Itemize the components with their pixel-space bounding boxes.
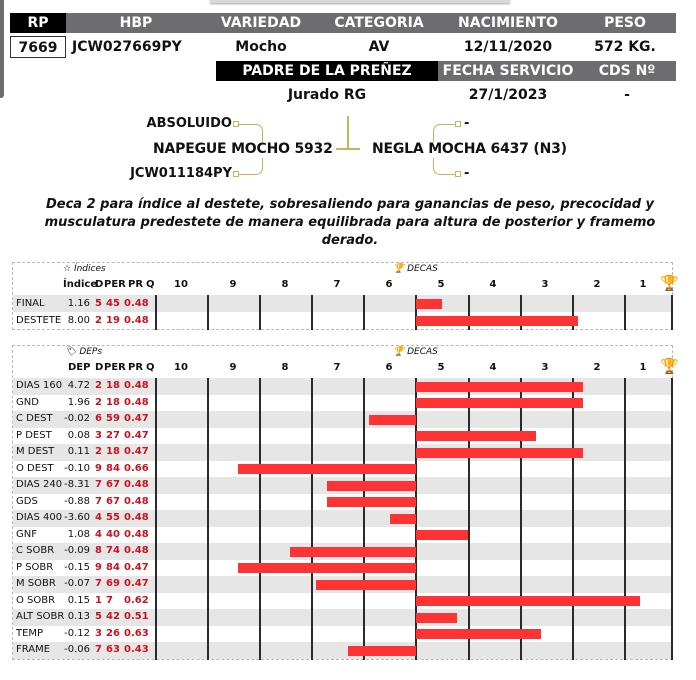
row-value: 1.16	[67, 298, 90, 309]
row-deca: 7	[95, 644, 102, 655]
deca-tick: 3	[541, 279, 549, 290]
row-pr: 0.48	[124, 380, 149, 391]
row-deca: 3	[95, 628, 102, 639]
row-pr: 0.47	[124, 578, 149, 589]
value-variedad: Mocho	[235, 39, 287, 55]
bar-dias-160	[416, 382, 583, 392]
row-value: 1.08	[67, 529, 90, 540]
deca-tick: 7	[333, 279, 341, 290]
bar-frame	[348, 646, 416, 656]
row-deca: 2	[95, 315, 102, 326]
row-pr: 0.48	[124, 479, 149, 490]
deca-tick: 7	[333, 362, 341, 373]
row-label: DESTETE	[16, 315, 62, 326]
row-pr: 0.48	[124, 315, 149, 326]
row-value: -8.31	[64, 479, 90, 490]
row-per: 40	[106, 529, 120, 540]
deca-tick: 10	[174, 279, 188, 290]
header-peso: PESO	[604, 15, 646, 31]
deca-tick: 9	[229, 362, 237, 373]
grid-line	[624, 295, 626, 330]
row-deca: 9	[95, 562, 102, 573]
row-per: 26	[106, 628, 120, 639]
row-per: 7	[106, 595, 113, 606]
row-value: -0.06	[64, 644, 90, 655]
pedigree-dam-dam: -	[464, 166, 470, 181]
grid-line	[311, 378, 313, 660]
row-pr: 0.43	[124, 644, 149, 655]
row-per: 74	[106, 545, 120, 556]
row-pr: 0.48	[124, 496, 149, 507]
tag-icon: 🏷	[65, 347, 77, 357]
trophy-icon: 🏆	[660, 274, 679, 292]
row-per: 18	[106, 380, 120, 391]
indices-section-title: ☆ Índices	[63, 264, 106, 274]
bar-c-sobr	[290, 547, 416, 557]
trophy-icon: 🏆	[393, 264, 405, 274]
row-label: C DEST	[16, 413, 53, 424]
header-categoria: CATEGORIA	[334, 15, 424, 31]
row-pr: 0.47	[124, 562, 149, 573]
bar-gnf	[416, 530, 468, 540]
connector-line	[433, 124, 455, 142]
value-peso: 572 KG.	[594, 39, 656, 55]
mating-connector	[347, 116, 349, 149]
deca-tick: 8	[281, 362, 289, 373]
row-deca: 9	[95, 463, 102, 474]
value-cds: -	[624, 87, 630, 103]
frame-edge-left	[0, 0, 4, 98]
row-deca: 5	[95, 298, 102, 309]
header-hbp: HBP	[119, 15, 153, 31]
row-per: 42	[106, 611, 120, 622]
bar-gds	[327, 497, 416, 507]
row-value: -0.02	[64, 413, 90, 424]
col-header-q: Q	[146, 279, 155, 290]
deca-tick: 10	[174, 362, 188, 373]
row-pr: 0.48	[124, 512, 149, 523]
row-label: DIAS 240	[16, 479, 63, 490]
row-per: 19	[106, 315, 120, 326]
row-per: 27	[106, 430, 120, 441]
bar-c-dest	[369, 415, 416, 425]
row-pr: 0.66	[124, 463, 149, 474]
animal-values-row	[10, 36, 676, 58]
row-deca: 1	[95, 595, 102, 606]
connector-node	[455, 171, 461, 177]
bar-m-dest	[416, 448, 583, 458]
col-header-per: PER	[104, 362, 126, 373]
deca-tick: 5	[437, 279, 445, 290]
grid-line	[207, 295, 209, 330]
row-label: TEMP	[16, 628, 44, 639]
row-label: GND	[16, 397, 39, 408]
row-deca: 5	[95, 611, 102, 622]
trophy-icon: 🏆	[660, 357, 679, 375]
row-deca: 4	[95, 529, 102, 540]
row-value: 0.15	[67, 595, 90, 606]
row-label: GNF	[16, 529, 37, 540]
row-deca: 8	[95, 545, 102, 556]
grid-line	[671, 295, 673, 330]
pregnancy-header-row	[216, 61, 676, 81]
grid-line	[468, 378, 470, 660]
row-label: M SOBR	[16, 578, 56, 589]
bar-final	[416, 299, 442, 309]
deca-tick: 1	[639, 279, 647, 290]
row-per: 45	[106, 298, 120, 309]
deca-tick: 9	[229, 279, 237, 290]
grid-line	[207, 378, 209, 660]
row-label: FRAME	[16, 644, 51, 655]
grid-line	[155, 378, 157, 660]
row-label: DIAS 160	[16, 380, 63, 391]
row-pr: 0.51	[124, 611, 149, 622]
connector-line	[239, 124, 263, 142]
deca-tick: 6	[385, 362, 393, 373]
col-header-d: D	[95, 279, 104, 290]
row-per: 84	[106, 463, 120, 474]
row-pr: 0.48	[124, 397, 149, 408]
header-fecha-servicio: FECHA SERVICIO	[442, 63, 574, 79]
bar-m-sobr	[316, 580, 416, 590]
value-nacimiento: 12/11/2020	[463, 39, 553, 55]
row-label: DIAS 400	[16, 512, 63, 523]
col-header-indice: Índice	[63, 279, 98, 290]
col-header-dep: DEP	[68, 362, 91, 373]
row-deca: 4	[95, 512, 102, 523]
row-value: -0.07	[64, 578, 90, 589]
row-label: GDS	[16, 496, 38, 507]
row-deca: 3	[95, 430, 102, 441]
row-pr: 0.63	[124, 628, 149, 639]
deca-tick: 8	[281, 279, 289, 290]
indices-decas-title: 🏆 DECAS	[393, 264, 438, 274]
bar-p-sobr	[238, 563, 416, 573]
animal-header-row	[10, 13, 676, 33]
row-deca: 2	[95, 397, 102, 408]
row-per: 59	[106, 413, 120, 424]
row-per: 63	[106, 644, 120, 655]
grid-line	[311, 295, 313, 330]
row-value: -0.09	[64, 545, 90, 556]
connector-line	[433, 158, 455, 175]
row-pr: 0.48	[124, 298, 149, 309]
value-fecha-servicio: 27/1/2023	[468, 87, 548, 103]
grid-line	[259, 295, 261, 330]
col-header-d: D	[95, 362, 104, 373]
bar-destete	[416, 316, 578, 326]
row-value: -0.10	[64, 463, 90, 474]
row-value: 0.11	[67, 446, 90, 457]
value-rp: 7669	[10, 36, 66, 58]
pedigree-dam-sire: -	[464, 116, 470, 131]
deca-tick: 6	[385, 279, 393, 290]
bar-temp	[416, 629, 541, 639]
bar-gnd	[416, 398, 583, 408]
connector-line	[239, 158, 263, 175]
grid-line	[155, 295, 157, 330]
grid-line	[624, 378, 626, 660]
col-header-per: PER	[104, 279, 126, 290]
connector-node	[455, 121, 461, 127]
row-deca: 6	[95, 413, 102, 424]
bar-p-dest	[416, 431, 536, 441]
pedigree-sire-dam: JCW011184PY	[130, 166, 232, 181]
row-pr: 0.48	[124, 529, 149, 540]
row-value: 0.08	[67, 430, 90, 441]
row-value: 0.13	[67, 611, 90, 622]
row-deca: 7	[95, 479, 102, 490]
row-per: 18	[106, 397, 120, 408]
row-pr: 0.47	[124, 446, 149, 457]
row-pr: 0.47	[124, 413, 149, 424]
header-padre-prenez: PADRE DE LA PREÑEZ	[216, 61, 438, 81]
grid-line	[572, 378, 574, 660]
row-pr: 0.62	[124, 595, 149, 606]
bar-alt-sobr	[416, 613, 457, 623]
grid-line	[520, 378, 522, 660]
deca-tick: 5	[437, 362, 445, 373]
row-per: 67	[106, 479, 120, 490]
deca-tick: 2	[593, 362, 601, 373]
grid-line	[671, 378, 673, 660]
frame-edge-top	[210, 0, 510, 3]
col-header-pr: PR	[128, 279, 144, 290]
row-label: P SOBR	[16, 562, 54, 573]
row-label: M DEST	[16, 446, 55, 457]
row-label: C SOBR	[16, 545, 55, 556]
row-value: 8.00	[67, 315, 90, 326]
grid-line	[363, 295, 365, 330]
row-deca: 2	[95, 380, 102, 391]
pregnancy-values-row	[216, 84, 676, 106]
header-cds: CDS Nº	[598, 63, 656, 79]
deca-tick: 3	[541, 362, 549, 373]
grid-line	[259, 378, 261, 660]
row-per: 67	[106, 496, 120, 507]
bar-dias-240	[327, 481, 416, 491]
value-categoria: AV	[368, 39, 390, 55]
row-value: -0.12	[64, 628, 90, 639]
row-per: 69	[106, 578, 120, 589]
row-value: -0.88	[64, 496, 90, 507]
row-deca: 2	[95, 446, 102, 457]
pedigree-sire-sire: ABSOLUIDO	[146, 116, 232, 131]
row-per: 18	[106, 446, 120, 457]
bar-o-sobr	[416, 596, 640, 606]
col-header-q: Q	[146, 362, 155, 373]
row-value: 1.96	[67, 397, 90, 408]
value-hbp: JCW027669PY	[72, 39, 182, 55]
value-padre-prenez: Jurado RG	[287, 87, 367, 103]
deca-tick: 2	[593, 279, 601, 290]
row-value: -3.60	[64, 512, 90, 523]
col-header-pr: PR	[128, 362, 144, 373]
row-label: O SOBR	[16, 595, 56, 606]
row-label: FINAL	[16, 298, 45, 309]
deps-section-title: 🏷 DEPs	[65, 347, 103, 357]
grid-line	[363, 378, 365, 660]
deca-tick: 1	[639, 362, 647, 373]
row-deca: 7	[95, 578, 102, 589]
header-variedad: VARIEDAD	[220, 15, 302, 31]
deps-decas-title: 🏆 DECAS	[393, 347, 438, 357]
row-pr: 0.47	[124, 430, 149, 441]
row-pr: 0.48	[124, 545, 149, 556]
evaluation-description: Deca 2 para índice al destete, sobresaliendo para ganancias de peso, precocidad y musculatura predestete de manera equilibrada para altura de posterior y framemo derado.	[44, 197, 656, 248]
row-label: P DEST	[16, 430, 52, 441]
row-deca: 7	[95, 496, 102, 507]
pedigree-sire: NAPEGUE MOCHO 5932	[153, 141, 333, 157]
bar-o-dest	[238, 464, 416, 474]
row-label: ALT SOBR	[16, 611, 65, 622]
deca-tick: 4	[489, 362, 497, 373]
pedigree-dam: NEGLA MOCHA 6437 (N3)	[372, 141, 567, 157]
row-label: O DEST	[16, 463, 54, 474]
bar-dias-400	[390, 514, 416, 524]
row-per: 84	[106, 562, 120, 573]
row-per: 55	[106, 512, 120, 523]
trophy-icon: 🏆	[393, 347, 405, 357]
row-value: 4.72	[67, 380, 90, 391]
row-value: -0.15	[64, 562, 90, 573]
header-nacimiento: NACIMIENTO	[458, 15, 558, 31]
header-rp: RP	[10, 13, 66, 33]
deca-tick: 4	[489, 279, 497, 290]
star-icon: ☆	[63, 264, 72, 274]
